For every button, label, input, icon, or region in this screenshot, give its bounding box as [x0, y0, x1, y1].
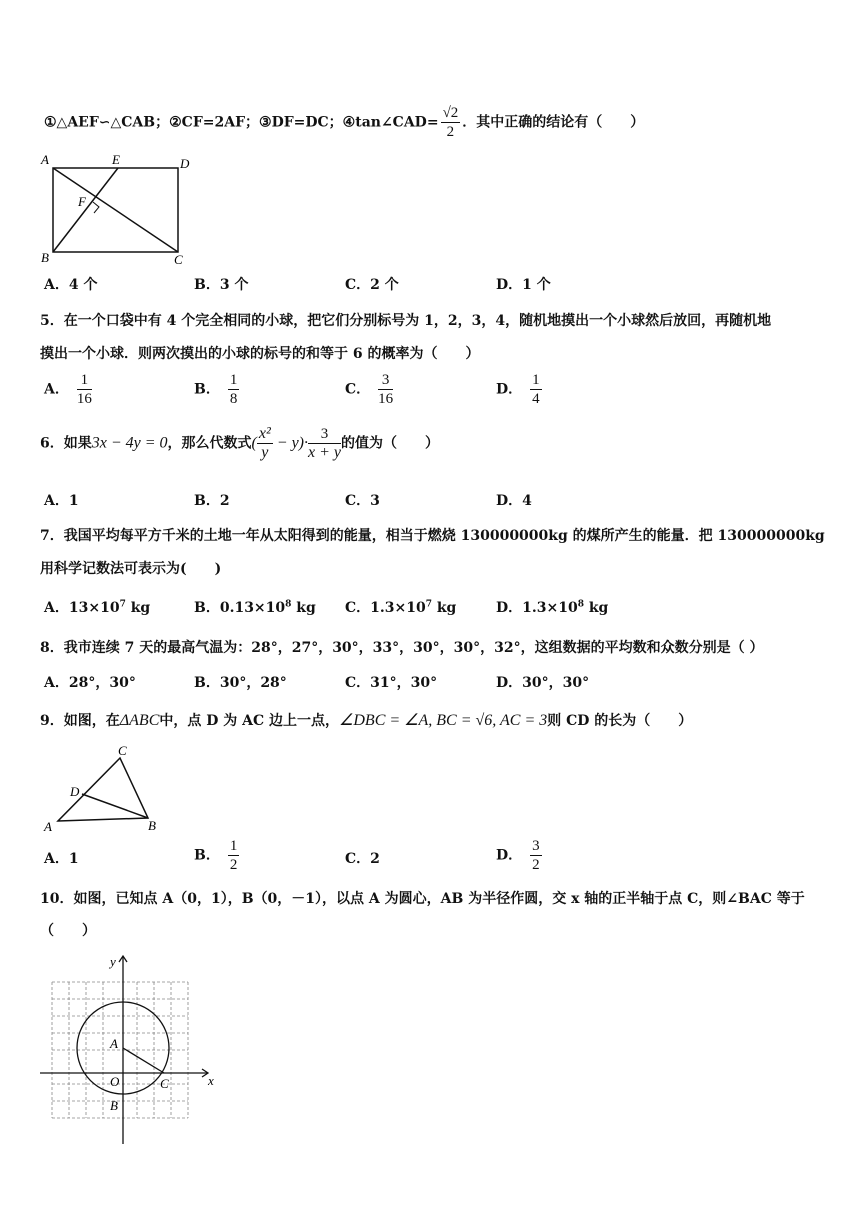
q9-b-num: 1 — [229, 838, 238, 854]
q5-a-num: 1 — [77, 371, 92, 390]
q6-statement — [40, 425, 439, 462]
q7-option-b — [194, 597, 316, 617]
q5-option-a — [44, 371, 92, 408]
label-x: x — [208, 1073, 214, 1088]
label-a: A — [41, 152, 49, 167]
q6-suffix: 的值为（ ） — [341, 435, 440, 452]
q5-option-d-frac — [530, 371, 542, 408]
q6-x2-den: y — [261, 444, 269, 461]
q9-option-a: A．1 — [44, 851, 79, 867]
q6-open-paren: ( — [251, 434, 257, 452]
q6-x2-num: x² — [258, 425, 271, 442]
q5-line2: 摸出一个小球．则两次摸出的小球的标号的和等于 6 的概率为（ ） — [40, 346, 480, 362]
q7-a-exp: 7 — [119, 599, 126, 610]
q9-suffix: 则 CD 的长为（ ） — [547, 713, 693, 729]
q4-frac-den: 2 — [446, 124, 455, 140]
q8-option-a: A．28°，30° — [44, 675, 136, 691]
q6-equation: 3x − 4y = 0 — [91, 434, 168, 452]
q5-option-d — [496, 371, 542, 408]
q9-prefix: 9．如图，在 — [40, 713, 120, 729]
q7-d-unit: kg — [583, 600, 609, 616]
q7-b-unit: kg — [291, 600, 316, 616]
q4-frac-num: √2 — [442, 105, 459, 121]
q10-line2: （ ） — [40, 923, 96, 939]
segment-be — [53, 168, 118, 252]
label-y: y — [110, 954, 116, 969]
q4-option-c: C．2 个 — [345, 277, 399, 293]
q9-d-label: D． — [496, 847, 523, 864]
label-a: A — [110, 1036, 118, 1051]
q5-option-d-label: D． — [496, 381, 523, 398]
label-b: B — [148, 818, 156, 833]
q7-line1: 7．我国平均每平方千米的土地一年从太阳得到的能量，相当于燃烧 130000000kg 的煤所产生的能量．把 130000000kg — [40, 528, 825, 544]
q5-option-c — [345, 371, 393, 408]
q5-line1: 5．在一个口袋中有 4 个完全相同的小球，把它们分别标号为 1，2，3，4，随机地摸出一个小球然后放回，再随机地 — [40, 313, 772, 329]
q4-option-a: A．4 个 — [44, 277, 98, 293]
q8-option-c: C．31°，30° — [345, 675, 438, 691]
q7-a-unit: kg — [125, 600, 151, 616]
q4-fraction — [441, 104, 461, 141]
q9-triangle: ΔABC — [119, 712, 160, 729]
q7-c-exp: 7 — [425, 599, 432, 610]
label-b: B — [41, 250, 49, 265]
q9-d-num: 3 — [532, 838, 540, 854]
q6-minus-y: − y)· — [272, 434, 309, 452]
q9-statement — [40, 710, 692, 730]
q7-option-c — [345, 597, 456, 617]
label-c: C — [160, 1076, 169, 1091]
q9-condition: ∠DBC = ∠A, BC = √6, AC = 3 — [339, 712, 548, 729]
q7-c-label: C．1.3×10 — [345, 600, 426, 616]
q6-middle: ，那么代数式 — [167, 435, 252, 452]
q6-option-b: B．2 — [194, 493, 230, 509]
q7-option-d — [496, 597, 608, 617]
label-e: E — [112, 152, 120, 167]
label-c: C — [174, 252, 183, 266]
label-c: C — [118, 743, 127, 758]
label-f: F — [78, 194, 86, 209]
q4-statement-suffix: ．其中正确的结论有（ ） — [462, 114, 645, 131]
q5-option-a-label: A． — [44, 381, 69, 398]
q6-f-num: 3 — [308, 425, 341, 444]
diagonal-ac — [53, 168, 178, 252]
q5-d-num: 1 — [532, 372, 540, 388]
q5-c-den: 16 — [378, 391, 394, 407]
q5-option-c-label: C． — [345, 381, 371, 398]
label-d: D — [180, 156, 190, 171]
label-a: A — [44, 819, 52, 834]
q5-d-den: 4 — [532, 391, 540, 407]
q5-option-a-frac — [77, 371, 92, 408]
right-angle-mark — [93, 202, 99, 213]
q5-option-b-frac — [228, 371, 240, 408]
q8-line1: 8．我市连续 7 天的最高气温为：28°，27°，30°，33°，30°，30°，32°，这组数据的平均数和众数分别是（ ） — [40, 640, 764, 656]
q4-statement-prefix: ①△AEF∽△CAB；②CF=2AF；③DF=DC；④tan∠CAD= — [44, 114, 439, 131]
label-b: B — [110, 1098, 118, 1113]
q6-x2-fraction — [257, 425, 273, 462]
q5-b-num: 1 — [229, 372, 238, 388]
q9-middle: 中，点 D 为 AC 边上一点， — [159, 713, 340, 729]
q7-b-exp: 8 — [285, 599, 292, 610]
q9-option-c: C．2 — [345, 851, 380, 867]
q5-option-b — [194, 371, 239, 408]
q10-coordinate-figure — [36, 952, 226, 1148]
q4-option-d: D．1 个 — [496, 277, 551, 293]
q9-d-frac — [530, 837, 542, 874]
q9-b-den: 2 — [229, 857, 238, 873]
q7-line2: 用科学记数法可表示为( ) — [40, 561, 222, 577]
q9-option-b — [194, 837, 239, 874]
q8-option-d: D．30°，30° — [496, 675, 590, 691]
q10-line1: 10．如图，已知点 A（0，1），B（0，－1），以点 A 为圆心，AB 为半径作圆，交 x 轴的正半轴于点 C，则∠BAC 等于 — [40, 891, 805, 907]
q4-statement — [44, 104, 644, 141]
q5-a-den: 16 — [76, 391, 92, 407]
q7-d-exp: 8 — [577, 599, 584, 610]
q6-option-d: D．4 — [496, 493, 532, 509]
label-o: O — [110, 1074, 120, 1089]
q9-triangle-figure — [38, 742, 168, 836]
q4-rectangle-figure — [38, 148, 208, 266]
q6-f-den: x + y — [308, 444, 342, 461]
q9-b-frac — [228, 837, 240, 874]
q6-3-fraction — [308, 425, 341, 462]
q6-option-a: A．1 — [44, 493, 79, 509]
q9-b-label: B． — [194, 847, 220, 864]
q7-c-unit: kg — [431, 600, 457, 616]
q5-option-c-frac — [378, 371, 393, 408]
q5-c-num: 3 — [378, 371, 393, 390]
q7-option-a — [44, 597, 150, 617]
q5-option-b-label: B． — [194, 381, 220, 398]
q7-b-label: B．0.13×10 — [194, 600, 286, 616]
q7-d-label: D．1.3×10 — [496, 600, 578, 616]
q7-a-label: A．13×10 — [44, 600, 120, 616]
q9-d-den: 2 — [532, 857, 540, 873]
label-d: D — [70, 784, 80, 799]
q4-option-b: B．3 个 — [194, 277, 249, 293]
q8-option-b: B．30°，28° — [194, 675, 287, 691]
q6-prefix: 6．如果 — [40, 435, 92, 452]
q9-option-d — [496, 837, 542, 874]
q6-option-c: C．3 — [345, 493, 380, 509]
q5-b-den: 8 — [229, 391, 238, 407]
segment-ac — [123, 1048, 164, 1073]
